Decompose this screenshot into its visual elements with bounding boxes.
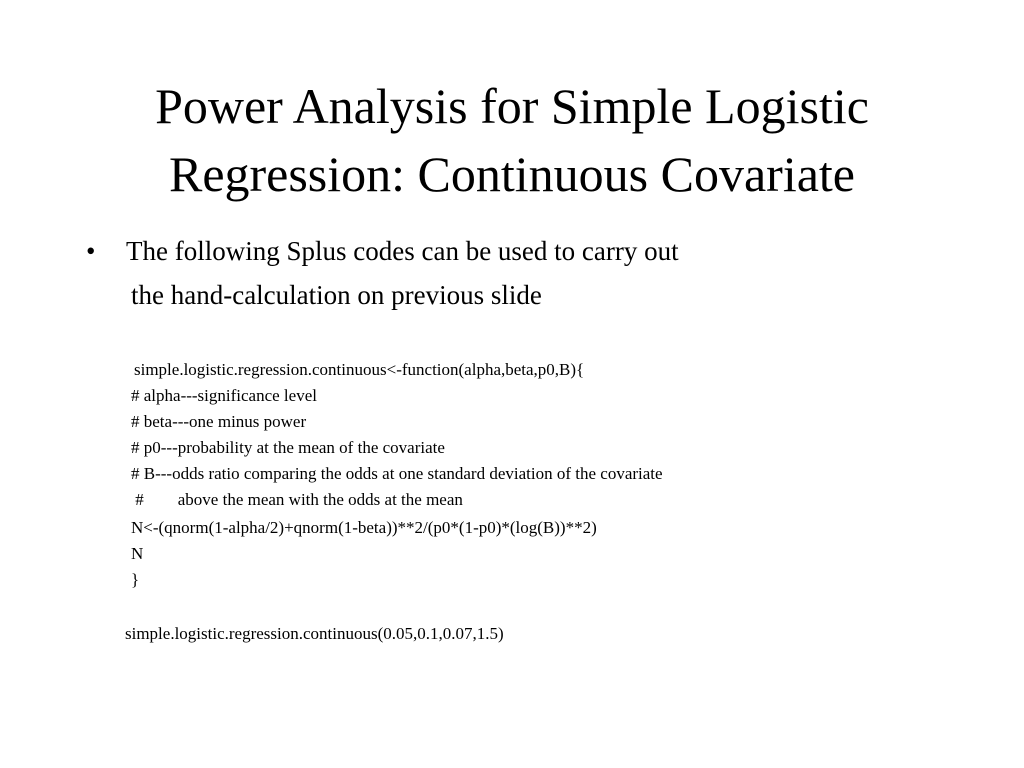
code-line: N<-(qnorm(1-alpha/2)+qnorm(1-beta))**2/(p0*(1-p0)*(log(B))**2) [131, 518, 597, 537]
code-line: # alpha---significance level [131, 386, 317, 405]
code-line: # p0---probability at the mean of the covariate [131, 438, 445, 457]
bullet-text-line-1: The following Splus codes can be used to carry out [126, 236, 679, 266]
slide-title [0, 72, 1024, 208]
function-call-line: simple.logistic.regression.continuous(0.05,0.1,0.07,1.5) [125, 624, 504, 643]
title-line-2: Regression: Continuous Covariate [168, 146, 856, 202]
code-line: # beta---one minus power [131, 412, 307, 431]
code-line: } [131, 570, 140, 589]
bullet-text-line-2: the hand-calculation on previous slide [131, 280, 542, 310]
bullet-icon: • [86, 236, 96, 266]
title-line-1: Power Analysis for Simple Logistic [155, 78, 869, 134]
code-line: # B---odds ratio comparing the odds at one standard deviation of the covariate [131, 464, 663, 483]
code-line: simple.logistic.regression.continuous<-function(alpha,beta,p0,B){ [134, 360, 585, 379]
code-line: # above the mean with the odds at the mean [131, 490, 463, 509]
code-line: N [131, 544, 144, 563]
